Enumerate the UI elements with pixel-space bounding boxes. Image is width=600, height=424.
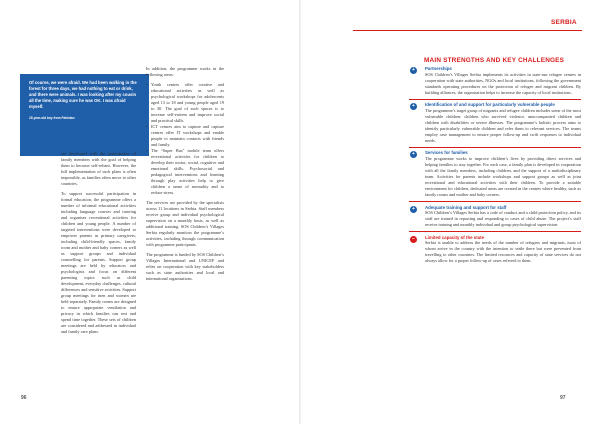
list-item [409,150,581,198]
plus-icon: + [410,67,417,74]
strengths-challenges-list [409,66,581,264]
item-body: Serbia is unable to address the needs of the number of refugees and migrants, most of whom arrive in the country with the intention to settle there but were prevented from travelling to other countries. The limited resources and capacity of state services do not always allow for a proper follow-up of cases referred to them. [425,240,581,264]
list-item: • The “Super Bus” mobile team offers recreational activities for children to develop their motor, social, cognitive and emotional skills. Psychosocial and pedagogical interventions and learning through play activities help to give children a sense of normality and to reduce stress. [146,148,224,196]
quote-attribution: 15-year-old boy from Pakistan [29,116,75,120]
plus-icon: + [410,151,417,158]
quote-box [20,74,149,156]
paragraph: To support successful participation in formal education, the programme offers a number of informal educational activities including language courses and tutoring and organises recreational activities for children and young people. A number of targeted interventions were developed to empower parents as primary caregivers, including child-friendly spaces, family room and mother and baby corners as well as support groups and individual counselling for parents. Support group meetings are held by educators and psychologists and focus on different parenting topics such as child development, everyday challenges, cultural differences and sensitive activities. Support group meetings for men and women are held separately. Family rooms are designed to ensure appropriate ventilation and privacy in which families can rest and spend time together. These sets of children are considered and addressed in individual and family care plans. [61,191,136,334]
item-heading: Identification of and support for particularly vulnerable people [425,102,555,108]
page-number-right: 97 [560,395,566,401]
divider [409,99,581,100]
page-number-left: 96 [21,395,27,401]
quote-text: Of course, we were afraid. We had been walking in the forest for three days, we had nothing to eat or drink, and there were animals. I was looking after my cousin all the time, making sure he was OK. I was afraid myself. [29,80,137,109]
country-header: SERBIA [551,19,577,26]
item-body: SOS Children’s Villages Serbia has a code of conduct and a child protection policy, and its staff are trained in reporting and responding to cases of child abuse. The project’s staff receive training and monthly individual and group psychological supervision. [425,210,581,228]
page-gutter [299,0,301,424]
divider [409,231,581,232]
bullet-list [146,82,224,196]
list-item: • ICT centres aim to capture and capture centres offer IT workshops and enable people to maintain contacts with friends and family. [146,124,224,148]
left-column-2 [146,66,224,286]
item-heading: Partnerships [425,66,452,71]
paragraph: The programme is funded by SOS Children’s Villages International and UNICEF and relies on cooperation with key stakeholders such as state authorities and local and international organisations. [146,252,224,281]
plus-icon: + [410,206,417,213]
minus-icon: − [410,236,417,243]
list-item [409,235,581,265]
list-item: • Youth centres offer creative and educational activities as well as psychological workshops for adolescents aged 13 to 18 and young people aged 19 to 30. The goal of such spaces is to increase self-esteem and improve social and practical skills. [146,82,224,124]
divider [409,201,581,202]
section-title: MAIN STRENGTHS AND KEY CHALLENGES [424,57,565,64]
left-column-1 [61,151,136,339]
item-heading: Services for families [425,150,468,156]
paragraph: are developed with the participation of family members with the goal of helping them to become self-reliant. However, the full implementation of such plans is often impossible, as families often move to other countries. [61,151,136,186]
list-item [409,205,581,229]
item-body: The programme works to improve children’s lives by providing direct services and helping families to stay together. For each case, a family plan is developed in cooperation with all the family members, including children, and the support of a multidisciplinary team. Activities for parents include workshops and support groups as well as joint recreational and educational activities with their children. To provide a suitable environment for children, dedicated areas are created in the centres where healthy, such as family rooms and mother and baby corners. [425,155,581,197]
list-item [409,102,581,144]
item-heading: Adequate training and support for staff [425,204,507,210]
paragraph: The services are provided by the specialists across 11 locations in Serbia. Staff members receive group and individual psychological supervision on a monthly basis, as well as additional training. SOS Children’s Villages Serbia regularly monitors the programme’s activities, including through communication with programme participants. [146,200,224,247]
item-body: SOS Children’s Villages Serbia implements its activities in state-run refugee centres in cooperation with state authorities, NGOs and local institutions, following the government standards operating procedures on the protection of refugee and migrant children. By building alliances, the organisation helps to increase the capacity of local institutions. [425,71,581,95]
list-item [409,66,581,96]
paragraph: In addition, the programme works in the following areas: [146,66,224,77]
item-heading: Limited capacity of the state [425,234,485,240]
item-body: The programme’s target group of migrants and refugee children includes some of the most vulnerable children: children who survived violence, unaccompanied children and children with disabilities or severe illnesses. The programme’s holistic process aims to identify particularly vulnerable children and refer them to relevant services. The teams employ case management to ensure proper follow-up and swift responses to individual needs. [425,107,581,143]
header-rule [353,30,582,31]
divider [409,147,581,148]
plus-icon: + [410,103,417,110]
